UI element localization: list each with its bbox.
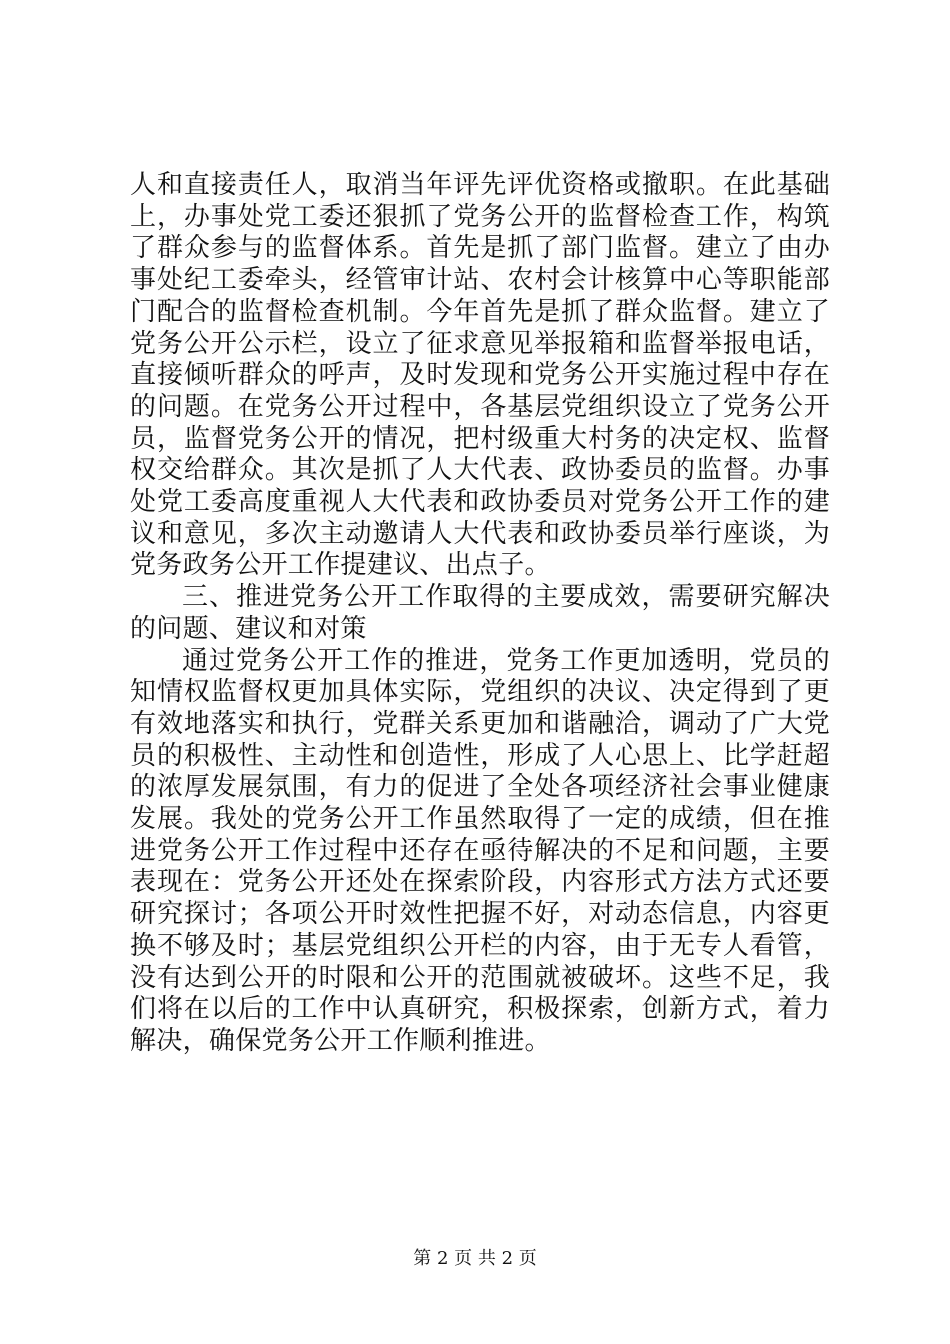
section-heading-3: 三、推进党务公开工作取得的主要成效，需要研究解决的问题、建议和对策 bbox=[130, 582, 830, 644]
page-number-footer: 第 2 页 共 2 页 bbox=[413, 1248, 537, 1269]
document-body bbox=[130, 170, 830, 1058]
paragraph-results: 通过党务公开工作的推进，党务工作更加透明，党员的知情权监督权更加具体实际，党组织的决议、决定得到了更有效地落实和执行，党群关系更加和谐融洽，调动了广大党员的积极性、主动性和创造性，形成了人心思上、比学赶超的浓厚发展氛围，有力的促进了全处各项经济社会事业健康发展。我处的党务公开工作虽然取得了一定的成绩，但在推进党务公开工作过程中还存在亟待解决的不足和问题，主要表现在：党务公开还处在探索阶段，内容形式方法方式还要研究探讨；各项公开时效性把握不好，对动态信息，内容更换不够及时；基层党组织公开栏的内容，由于无专人看管，没有达到公开的时限和公开的范围就被破坏。这些不足，我们将在以后的工作中认真研究，积极探索，创新方式，着力解决，确保党务公开工作顺利推进。 bbox=[130, 645, 830, 1056]
paragraph-supervision: 人和直接责任人，取消当年评先评优资格或撤职。在此基础上，办事处党工委还狠抓了党务公开的监督检查工作，构筑了群众参与的监督体系。首先是抓了部门监督。建立了由办事处纪工委牵头，经管审计站、农村会计核算中心等职能部门配合的监督检查机制。今年首先是抓了群众监督。建立了党务公开公示栏，设立了征求意见举报箱和监督举报电话，直接倾听群众的呼声，及时发现和党务公开实施过程中存在的问题。在党务公开过程中，各基层党组织设立了党务公开员，监督党务公开的情况，把村级重大村务的决定权、监督权交给群众。其次是抓了人大代表、政协委员的监督。办事处党工委高度重视人大代表和政协委员对党务公开工作的建议和意见，多次主动邀请人大代表和政协委员举行座谈，为党务政务公开工作提建议、出点子。 bbox=[130, 170, 830, 581]
